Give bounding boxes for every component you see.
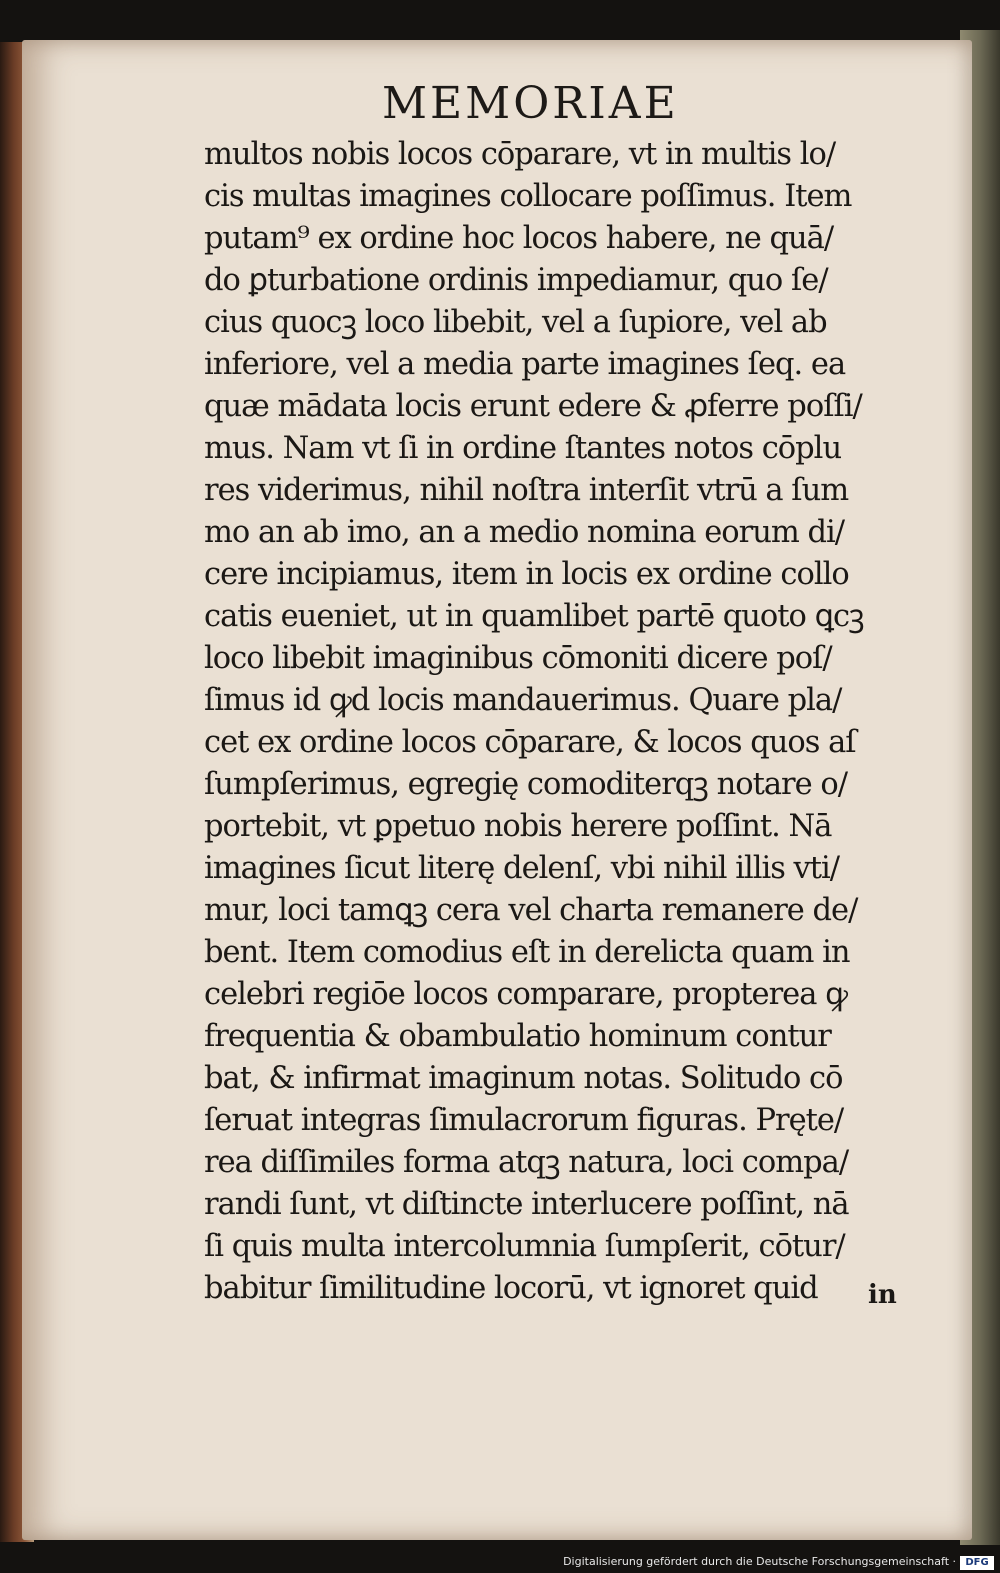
text-line: bent. Item comodius eſt in derelicta quam in — [204, 935, 850, 970]
text-line: randi ſunt, vt diſtincte interlucere poſſint, nā — [204, 1187, 849, 1222]
dfg-logo: DFG — [960, 1556, 994, 1570]
text-line: putam⁹ ex ordine hoc locos habere, ne quā/ — [204, 221, 834, 256]
text-line: cere incipiamus, item in locis ex ordine collo — [204, 557, 849, 592]
text-line: bat, & infirmat imaginum notas. Solitudo cō — [204, 1061, 843, 1096]
text-line: ſi quis multa intercolumnia ſumpſerit, cōtur/ — [204, 1229, 845, 1264]
text-line: quæ mādata locis erunt edere & ꝓferre poſſi/ — [204, 389, 862, 424]
text-line: frequentia & obambulatio hominum contur — [204, 1019, 831, 1054]
text-line: ſumpſerimus, egregię comoditerqꝫ notare o/ — [204, 767, 847, 802]
text-line: do ꝑturbatione ordinis impediamur, quo ſe/ — [204, 263, 828, 298]
text-line: mo an ab imo, an a medio nomina eorum di/ — [204, 515, 845, 550]
text-line: catis eueniet, ut in quamlibet partē quoto ꝗcꝫ — [204, 599, 864, 634]
funding-credit: Digitalisierung gefördert durch die Deutsche Forschungsgemeinschaft · — [563, 1555, 956, 1568]
text-line: cis multas imagines collocare poſſimus. Item — [204, 179, 852, 214]
text-line: portebit, vt ꝑpetuo nobis herere poſſint. Nā — [204, 809, 832, 844]
body-text — [204, 134, 919, 1310]
text-line: loco libebit imaginibus cōmoniti dicere poſ/ — [204, 641, 832, 676]
text-line: imagines ſicut literę delenſ, vbi nihil illis vti/ — [204, 851, 840, 886]
text-line: mur, loci tamꝗꝫ cera vel charta remanere de/ — [204, 893, 858, 928]
text-line: multos nobis locos cōparare, vt in multis lo/ — [204, 137, 836, 172]
text-line: mus. Nam vt ſi in ordine ſtantes notos cōplu — [204, 431, 842, 466]
text-line: inferiore, vel a media parte imagines ſeq. ea — [204, 347, 846, 382]
text-line: babitur ſimilitudine locorū, vt ignoret quid — [204, 1271, 818, 1306]
running-head: MEMORIAE — [382, 78, 679, 129]
text-line: ſeruat integras ſimulacrorum figuras. Pręte/ — [204, 1103, 844, 1138]
catchword: in — [868, 1280, 897, 1310]
text-line: rea diſſimiles forma atqꝫ natura, loci compa/ — [204, 1145, 849, 1180]
text-line: celebri regiōe locos comparare, propterea ꝙ — [204, 977, 847, 1012]
text-line: cius quocꝫ loco libebit, vel a ſupiore, vel ab — [204, 305, 827, 340]
text-line: cet ex ordine locos cōparare, & locos quos aſ — [204, 725, 856, 760]
text-line: res viderimus, nihil noſtra interſit vtrū a ſum — [204, 473, 849, 508]
text-line: ſimus id ꝙd locis mandauerimus. Quare pla/ — [204, 683, 842, 718]
